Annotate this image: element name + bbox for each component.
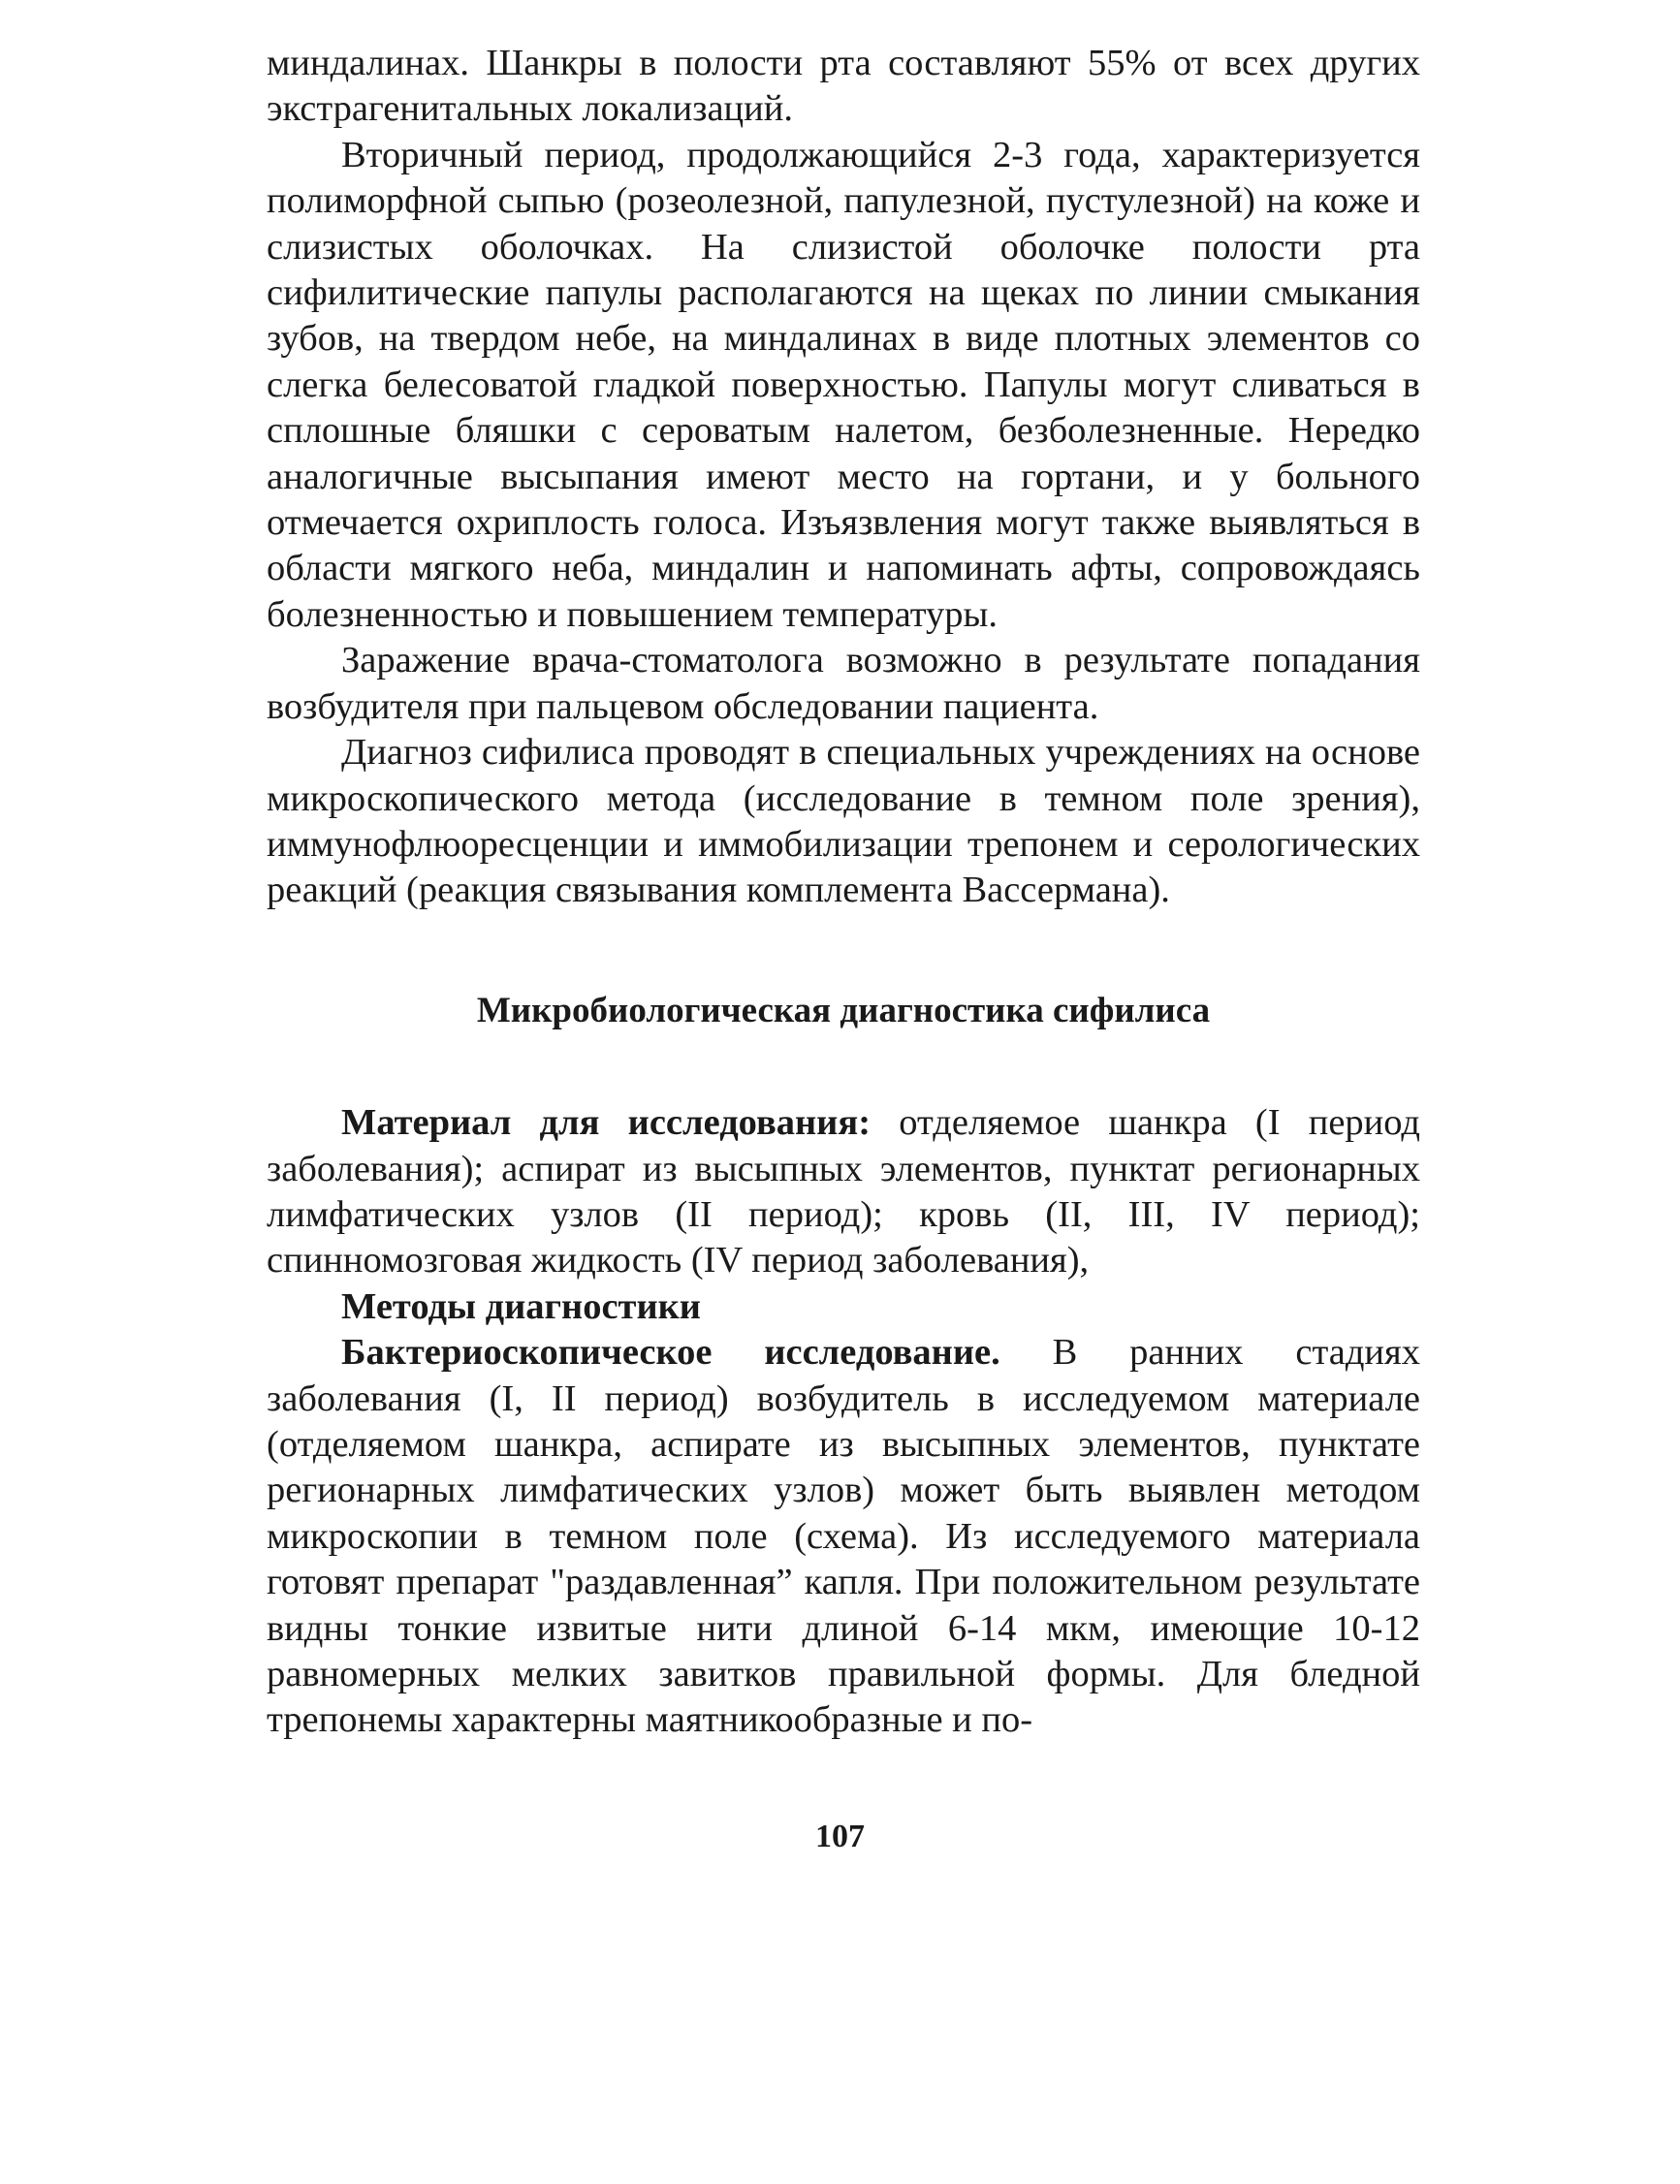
paragraph-bacterioscopy [267, 1330, 1420, 1744]
research-material-label: Материал для исследования: [341, 1102, 872, 1144]
paragraph-diagnostic-methods [267, 1284, 1420, 1330]
diagnostic-methods-label: Методы диагностики [341, 1285, 701, 1327]
bacterioscopy-text: В ранних стадиях заболевания (I, II период) возбудитель в исследуемом материале (отделяемом шанкра, аспирате из высыпных элементов, пунктате регионарных лимфатических узлов) может быть выявлен методом микроскопии в темном поле (схема). Из исследуемого материала готовят препарат "раздавленная” капля. При положительном результате видны тонкие извитые нити длиной 6-14 мкм, имеющие 10-12 равномерных мелких завитков правильной формы. Для бледной трепонемы характерны маятникообразные и по- [267, 1332, 1420, 1741]
page-body [267, 41, 1420, 1744]
paragraph-continuation: миндалинах. Шанкры в полости рта составляют 55% от всех других экстрагенитальных локализаций. [267, 43, 1420, 130]
research-material-text: отделяемое шанкра (I период заболевания); аспират из высыпных элементов, пунктат регионарных лимфатических узлов (II период); кровь (II, III, IV период); спинномозговая жидкость (IV период заболевания), [267, 1102, 1420, 1282]
section-heading: Микробиологическая диагностика сифилиса [476, 990, 1211, 1030]
paragraph-dentist-infection: Заражение врача-стоматолога возможно в результате попадания возбудителя при пальцевом обследовании пациента. [267, 640, 1420, 727]
bacterioscopy-label: Бактериоскопическое исследование. [341, 1332, 1000, 1374]
paragraph-research-material [267, 1100, 1420, 1284]
page-number: 107 [815, 1819, 865, 1854]
paragraph-secondary-period: Вторичный период, продолжающийся 2-3 года, характеризуется полиморфной сыпью (розеолезной, папулезной, пустулезной) на коже и слизистых оболочках. На слизистой оболочке полости рта сифилитические папулы располагаются на щеках по линии смыкания зубов, на твердом небе, на миндалинах в виде плотных элементов со слегка белесоватой гладкой поверхностью. Папулы могут сливаться в сплошные бляшки с сероватым налетом, безболезненные. Нередко аналогичные высыпания имеют место на гортани, и у больного отмечается охриплость голоса. Изъязвления могут также выявляться в области мягкого неба, миндалин и напоминать афты, сопровождаясь болезненностью и повышением температуры. [267, 134, 1420, 635]
paragraph-diagnosis: Диагноз сифилиса проводят в специальных учреждениях на основе микроскопического метода (исследование в темном поле зрения), иммунофлюоресценции и иммобилизации трепонем и серологических реакций (реакция связывания комплемента Вассермана). [267, 732, 1420, 911]
